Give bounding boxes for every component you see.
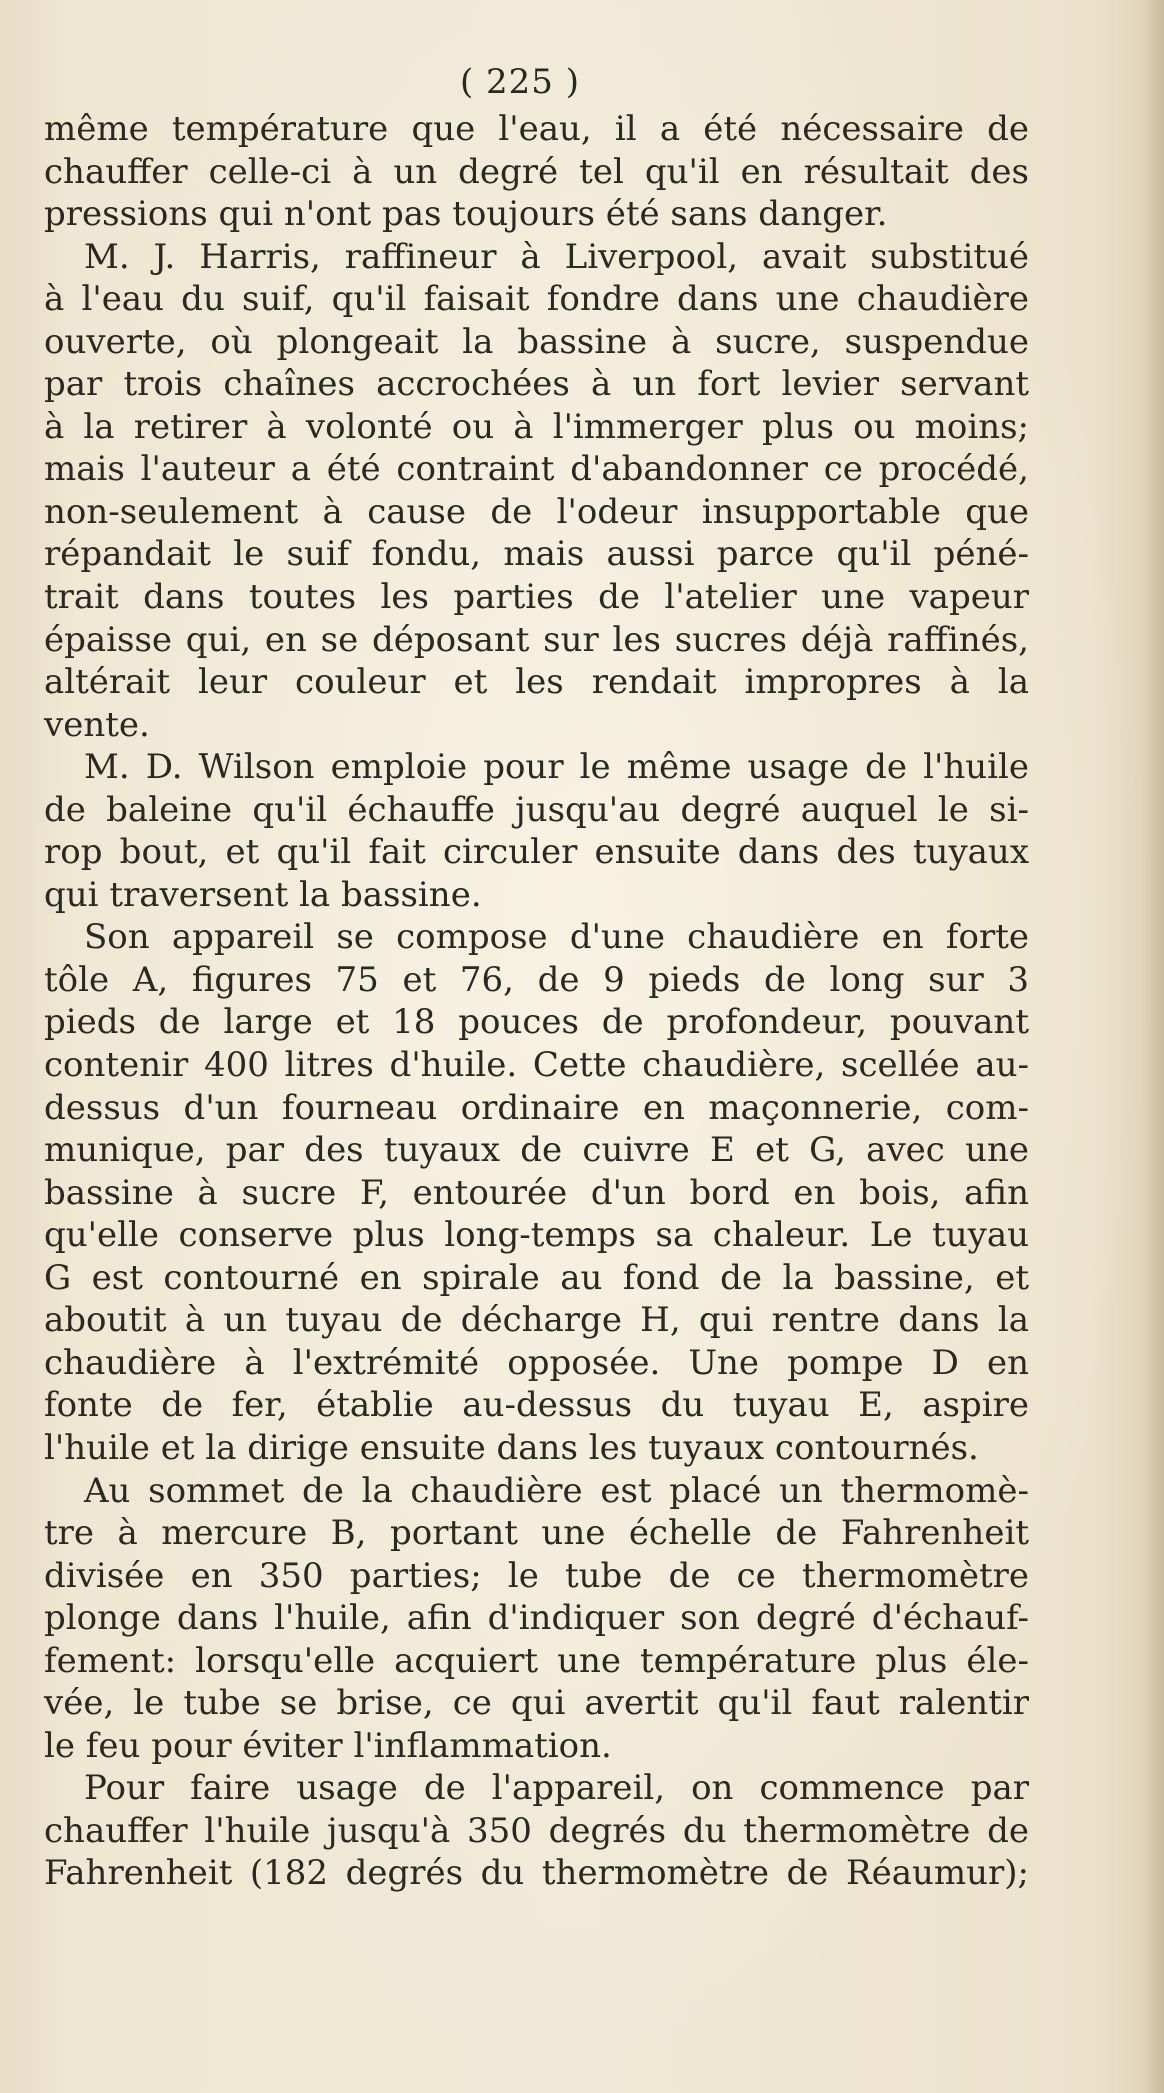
text-line: aboutit à un tuyau de décharge H, qui rentre dans la	[44, 1300, 1029, 1341]
text-line: chaudière à l'extrémité opposée. Une pompe D en	[44, 1342, 1029, 1383]
text-line: G est contourné en spirale au fond de la bassine, et	[44, 1257, 1029, 1298]
page-number: ( 225 )	[459, 62, 581, 102]
text-line: M. D. Wilson emploie pour le même usage de l'huile	[84, 747, 1029, 788]
text-line: Son appareil se compose d'une chaudière en forte	[84, 917, 1029, 958]
text-line: le feu pour éviter l'inflammation.	[44, 1725, 612, 1766]
text-line: dessus d'un fourneau ordinaire en maçonnerie, com-	[44, 1087, 1029, 1128]
text-line: même température que l'eau, il a été nécessaire de	[44, 109, 1029, 149]
text-line: Au sommet de la chaudière est placé un thermomè-	[84, 1470, 1029, 1511]
text-line: chauffer l'huile jusqu'à 350 degrés du thermomètre de	[44, 1810, 1029, 1851]
text-line: ouverte, où plongeait la bassine à sucre, suspendue	[44, 321, 1029, 362]
text-line: à l'eau du suif, qu'il faisait fondre dans une chaudière	[44, 279, 1029, 320]
text-line: chauffer celle-ci à un degré tel qu'il en résultait des	[44, 151, 1029, 192]
text-line: épaisse qui, en se déposant sur les sucres déjà raffinés,	[44, 619, 1029, 660]
text-line: contenir 400 litres d'huile. Cette chaudière, scellée au-	[44, 1045, 1029, 1086]
text-line: de baleine qu'il échauffe jusqu'au degré auquel le si-	[44, 789, 1029, 830]
text-line: pressions qui n'ont pas toujours été sans danger.	[44, 194, 888, 235]
text-line: tre à mercure B, portant une échelle de Fahrenheit	[44, 1513, 1029, 1554]
text-line: divisée en 350 parties; le tube de ce thermomètre	[44, 1555, 1029, 1596]
text-line: non-seulement à cause de l'odeur insupportable que	[44, 491, 1029, 532]
text-line: fonte de fer, établie au-dessus du tuyau E, aspire	[44, 1385, 1029, 1426]
page-edge-shadow	[1142, 0, 1164, 2093]
text-line: tôle A, figures 75 et 76, de 9 pieds de long sur 3	[44, 959, 1029, 1000]
text-line: munique, par des tuyaux de cuivre E et G, avec une	[44, 1130, 1029, 1171]
body-text	[44, 108, 1029, 1895]
text-line: plonge dans l'huile, afin d'indiquer son degré d'échauf-	[44, 1598, 1029, 1639]
text-line: l'huile et la dirige ensuite dans les tuyaux contournés.	[44, 1427, 979, 1468]
text-line: bassine à sucre F, entourée d'un bord en bois, afin	[44, 1172, 1029, 1213]
text-line: rop bout, et qu'il fait circuler ensuite dans des tuyaux	[44, 832, 1029, 873]
text-line: fement: lorsqu'elle acquiert une température plus éle-	[44, 1640, 1029, 1681]
text-line: Fahrenheit (182 degrés du thermomètre de Réaumur);	[44, 1853, 1029, 1894]
text-line: qu'elle conserve plus long-temps sa chaleur. Le tuyau	[44, 1215, 1029, 1256]
text-line: Pour faire usage de l'appareil, on commence par	[84, 1768, 1029, 1809]
text-line: qui traversent la bassine.	[44, 874, 482, 915]
text-line: mais l'auteur a été contraint d'abandonner ce procédé,	[44, 449, 1029, 490]
text-line: répandait le suif fondu, mais aussi parce qu'il péné-	[44, 534, 1029, 575]
text-line: vée, le tube se brise, ce qui avertit qu'il faut ralentir	[44, 1683, 1029, 1724]
text-line: à la retirer à volonté ou à l'immerger plus ou moins;	[44, 406, 1029, 447]
text-line: trait dans toutes les parties de l'atelier une vapeur	[44, 577, 1029, 618]
text-line: vente.	[44, 704, 150, 745]
text-line: M. J. Harris, raffineur à Liverpool, avait substitué	[84, 236, 1029, 277]
text-line: par trois chaînes accrochées à un fort levier servant	[44, 364, 1029, 405]
text-line: altérait leur couleur et les rendait impropres à la	[44, 662, 1029, 703]
text-line: pieds de large et 18 pouces de profondeur, pouvant	[44, 1002, 1029, 1043]
